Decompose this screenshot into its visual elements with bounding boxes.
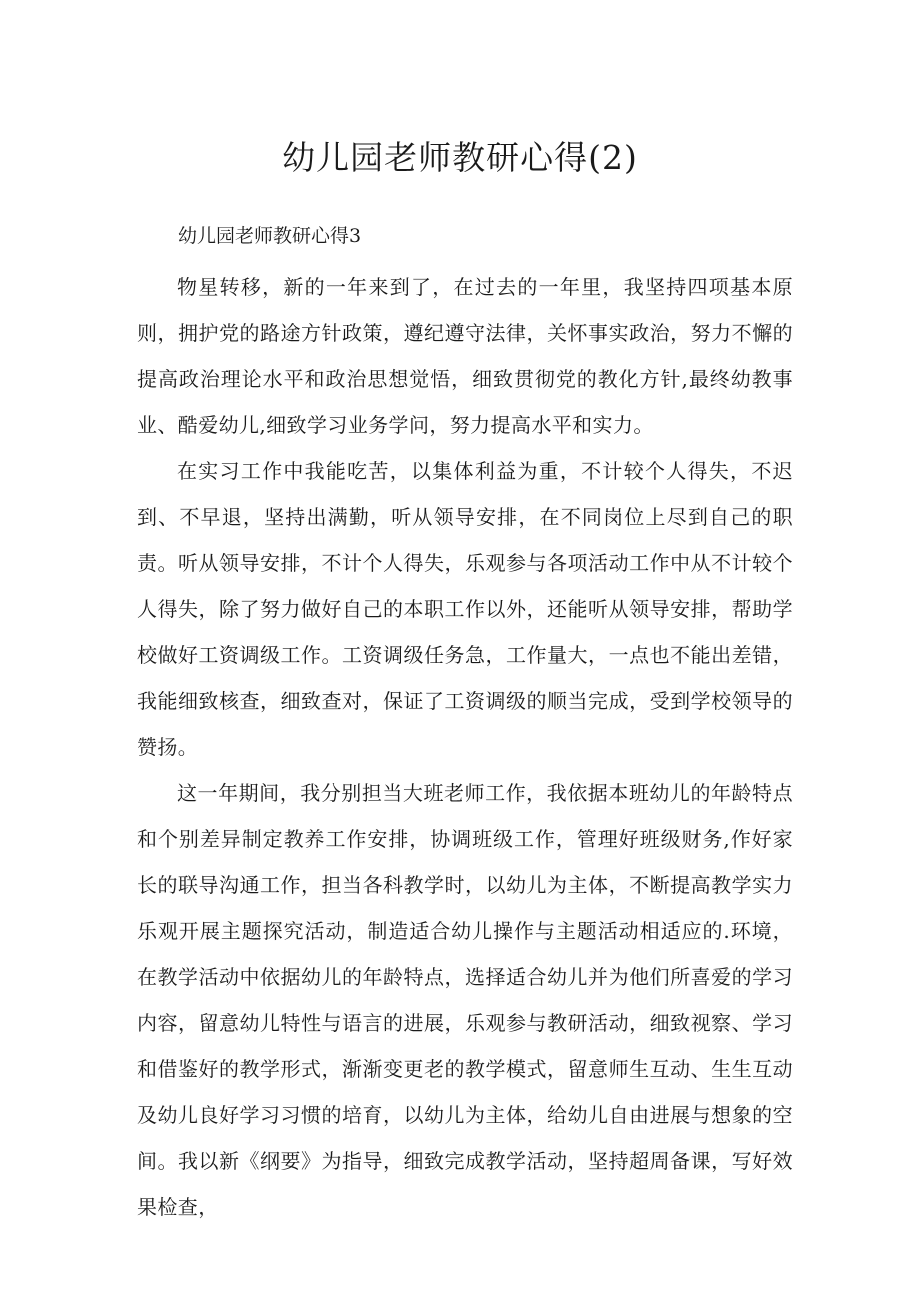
paragraph-1: 物星转移，新的一年来到了，在过去的一年里，我坚持四项基本原则，拥护党的路途方针政策，遵纪遵守法律，关怀事实政治，努力不懈的提高政治理论水平和政治思想觉悟，细致贯彻党的教化方针,最终幼教事业、酷爱幼儿,细致学习业务学问，努力提高水平和实力。	[137, 275, 793, 437]
paragraph-3: 这一年期间，我分别担当大班老师工作，我依据本班幼儿的年龄特点和个别差异制定教养工作安排，协调班级工作，管理好班级财务,作好家长的联导沟通工作，担当各科教学时，以幼儿为主体，不断提高教学实力乐观开展主题探究活动，制造适合幼儿操作与主题活动相适应的.环境，在教学活动中依据幼儿的年龄特点，选择适合幼儿并为他们所喜爱的学习内容，留意幼儿特性与语言的进展，乐观参与教研活动，细致视察、学习和借鉴好的教学形式，渐渐变更老的教学模式，留意师生互动、生生互动及幼儿良好学习习惯的培育，以幼儿为主体，给幼儿自由进展与想象的空间。我以新《纲要》为指导，细致完成教学活动，坚持超周备课，写好效果检查，	[137, 781, 793, 1219]
document-subtitle: 幼儿园老师教研心得3	[178, 225, 362, 247]
document-body	[137, 264, 793, 1230]
document-title: 幼儿园老师教研心得(2)	[282, 138, 638, 177]
paragraph-2: 在实习工作中我能吃苦，以集体利益为重，不计较个人得失，不迟到、不早退，坚持出满勤，听从领导安排，在不同岗位上尽到自己的职责。听从领导安排，不计个人得失，乐观参与各项活动工作中从不计较个人得失，除了努力做好自己的本职工作以外，还能听从领导安排，帮助学校做好工资调级工作。工资调级任务急，工作量大，一点也不能出差错，我能细致核查，细致查对，保证了工资调级的顺当完成，受到学校领导的赞扬。	[137, 459, 793, 759]
